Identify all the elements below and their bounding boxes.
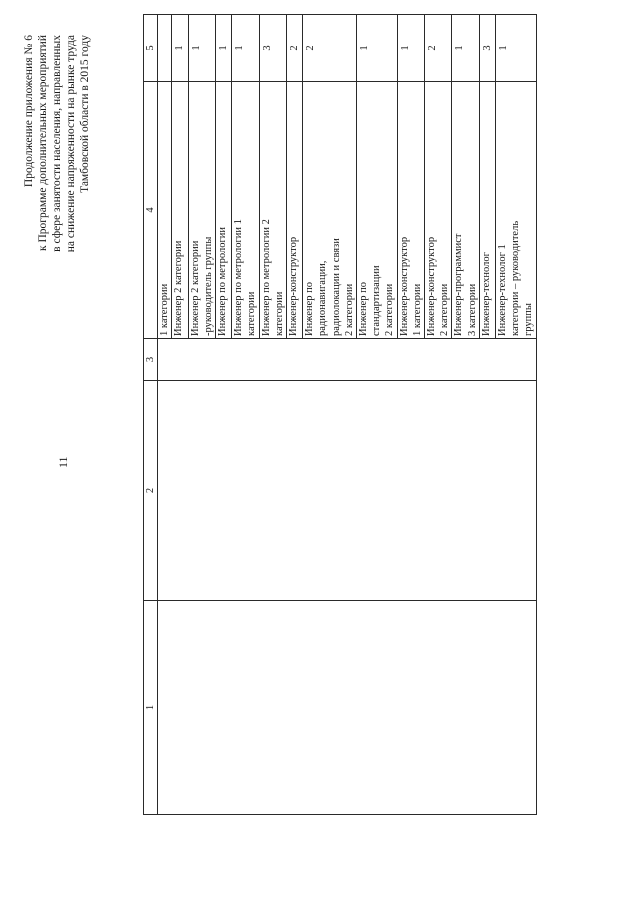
position-name-cell <box>216 82 232 339</box>
table-row <box>158 15 172 815</box>
position-name-line: -руководитель группы <box>202 236 214 336</box>
position-name-line: 1 категории <box>159 283 171 336</box>
position-name-line: категории <box>246 291 258 336</box>
position-name-line: 1 категории <box>411 283 423 336</box>
position-name-line: 2 категории <box>384 283 396 336</box>
position-name-cell <box>425 82 452 339</box>
position-name-line: Инженер-конструктор <box>398 236 410 336</box>
position-name-cell <box>259 82 286 339</box>
position-name-cell <box>232 82 259 339</box>
count-cell: 1 <box>216 15 232 82</box>
count-cell: 2 <box>425 15 452 82</box>
count-cell: 1 <box>397 15 424 82</box>
position-name-line: категории – руководитель <box>510 220 522 336</box>
header-line: Продолжение приложения № 6 <box>23 35 35 188</box>
count-cell: 2 <box>287 15 303 82</box>
position-name-cell <box>287 82 303 339</box>
position-name-cell <box>397 82 424 339</box>
count-cell: 1 <box>496 15 537 82</box>
column-header: 5 <box>144 15 158 82</box>
header-line: Тамбовской области в 2015 году <box>79 35 91 193</box>
empty-cell <box>158 381 536 601</box>
count-cell <box>158 15 172 82</box>
position-name-line: Инженер-технолог 1 <box>497 244 509 336</box>
position-name-line: группы <box>523 303 535 336</box>
count-cell: 1 <box>357 15 398 82</box>
appendix-header <box>22 35 92 365</box>
count-cell: 1 <box>172 15 188 82</box>
position-name-cell <box>188 82 215 339</box>
position-name-line: Инженер-конструктор <box>288 236 300 336</box>
table-header-row <box>144 15 158 815</box>
position-name-line: радиолокации и связи <box>330 238 342 336</box>
position-name-line: 2 категории <box>439 283 451 336</box>
position-name-cell <box>172 82 188 339</box>
column-header: 4 <box>144 82 158 339</box>
staff-table <box>143 14 537 815</box>
header-line: на снижение напряженности на рынке труда <box>65 35 77 253</box>
count-cell: 1 <box>452 15 479 82</box>
position-name-line: стандартизации <box>371 265 383 336</box>
header-line: в сфере занятости населения, направленных <box>51 35 63 252</box>
position-name-cell <box>452 82 479 339</box>
empty-cell <box>158 601 536 815</box>
position-name-cell <box>357 82 398 339</box>
position-name-line: Инженер 2 категории <box>173 240 185 336</box>
page-number: 11 <box>56 456 70 468</box>
position-name-line: 3 категории <box>466 283 478 336</box>
position-name-line: радионавигации, <box>317 260 329 336</box>
position-name-cell <box>158 82 172 339</box>
position-name-line: Инженер по <box>304 281 316 336</box>
count-cell: 1 <box>232 15 259 82</box>
count-cell: 1 <box>188 15 215 82</box>
header-line: к Программе дополнительных мероприятий <box>37 35 49 251</box>
position-name-line: Инженер по метрологии 1 <box>233 219 245 336</box>
position-name-line: 2 категории <box>343 283 355 336</box>
count-cell: 3 <box>259 15 286 82</box>
empty-cell <box>158 339 536 381</box>
count-cell: 2 <box>303 15 357 82</box>
position-name-cell <box>479 82 495 339</box>
position-name-line: Инженер-конструктор <box>426 236 438 336</box>
position-name-line: Инженер 2 категории <box>189 240 201 336</box>
table-body <box>158 15 536 815</box>
column-header: 2 <box>144 381 158 601</box>
column-header: 3 <box>144 339 158 381</box>
column-header: 1 <box>144 601 158 815</box>
position-name-line: Инженер по метрологии 2 <box>260 219 272 336</box>
position-name-line: Инженер по метрологии <box>217 226 229 336</box>
position-name-line: Инженер-программист <box>453 233 465 336</box>
position-name-line: Инженер-технолог <box>480 252 492 336</box>
position-name-cell <box>496 82 537 339</box>
count-cell: 3 <box>479 15 495 82</box>
position-name-line: Инженер по <box>358 281 370 336</box>
position-name-line: категории <box>273 291 285 336</box>
position-name-cell <box>303 82 357 339</box>
